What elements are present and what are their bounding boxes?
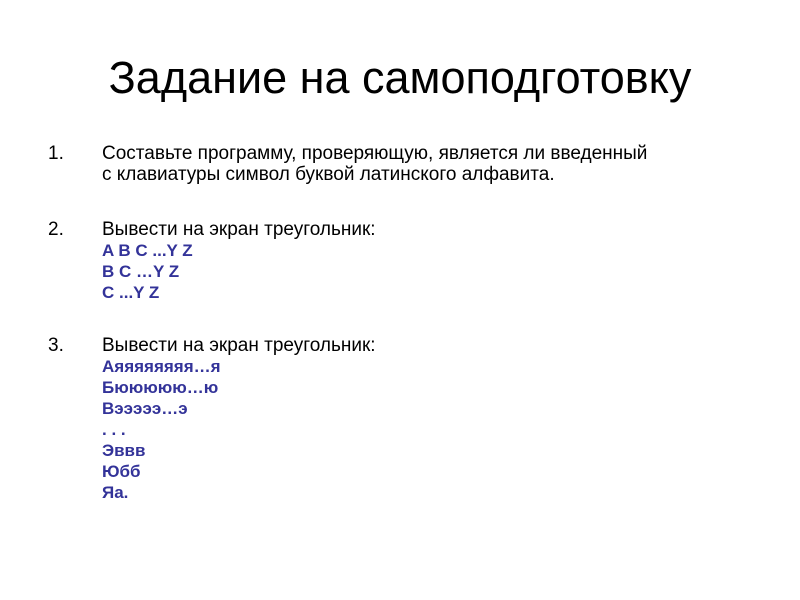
sample-line: C ...Y Z xyxy=(102,283,160,302)
triangle-sample xyxy=(102,356,762,503)
task-body xyxy=(102,143,762,185)
triangle-sample xyxy=(102,240,762,303)
task-body xyxy=(102,335,762,503)
sample-line: Аяяяяяяяя…я xyxy=(102,357,221,376)
task-number: 3. xyxy=(48,335,64,356)
sample-line: Эввв xyxy=(102,441,146,460)
sample-line: Яа. xyxy=(102,483,129,502)
sample-line: Юбб xyxy=(102,462,141,481)
task-text xyxy=(102,219,762,240)
sample-line: A B C ...Y Z xyxy=(102,241,193,260)
sample-line: Вэээээ…э xyxy=(102,399,188,418)
task-text xyxy=(102,143,762,185)
task-text-line: Вывести на экран треугольник: xyxy=(102,335,376,356)
task-body xyxy=(102,219,762,303)
sample-line: B C …Y Z xyxy=(102,262,180,281)
task-text-line: Составьте программу, проверяющую, является ли введенный xyxy=(102,143,648,164)
task-text xyxy=(102,335,762,356)
task-number: 1. xyxy=(48,143,64,164)
task-number: 2. xyxy=(48,219,64,240)
slide-title: Задание на самоподготовку xyxy=(108,52,692,103)
sample-line: . . . xyxy=(102,420,126,439)
sample-line: Бююююю…ю xyxy=(102,378,219,397)
task-text-line: с клавиатуры символ буквой латинского алфавита. xyxy=(102,164,555,185)
task-text-line: Вывести на экран треугольник: xyxy=(102,219,376,240)
